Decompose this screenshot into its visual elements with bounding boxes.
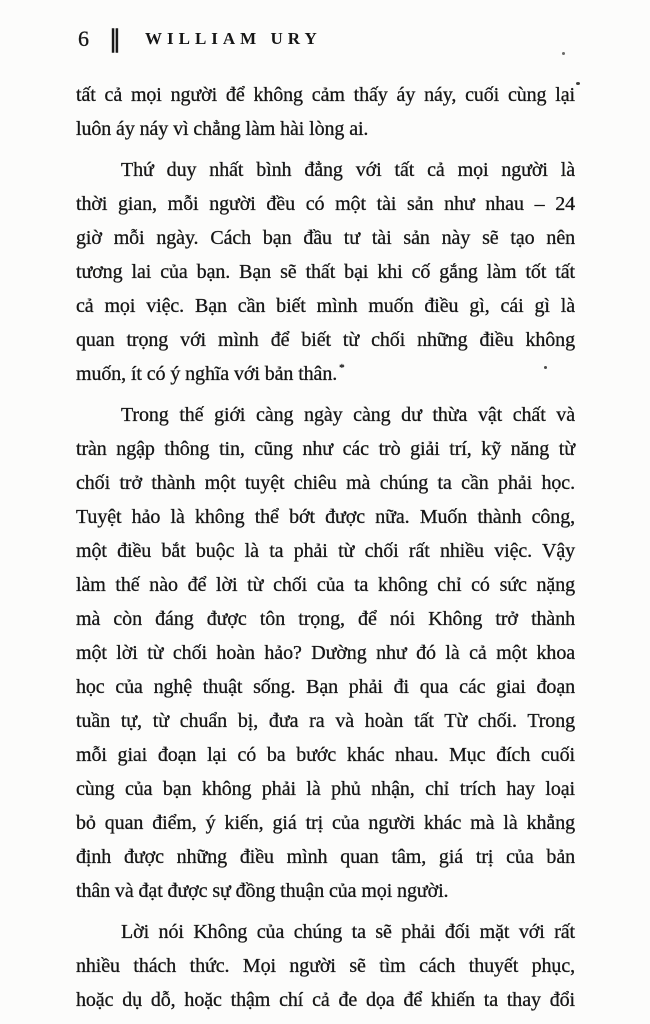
body-line: mà còn đáng được tôn trọng, để nói Không trở thành [76, 608, 575, 630]
scan-speck [562, 52, 565, 55]
body-line: chối trở thành một tuyệt chiêu mà chúng ta cần phải học. [76, 472, 575, 494]
page-number: 6 [78, 26, 89, 51]
body-line: cùng của bạn không phải là phủ nhận, chỉ trích hay loại [76, 778, 575, 800]
body-line: một điều bắt buộc là ta phải từ chối rất nhiều việc. Vậy [76, 540, 575, 562]
body-line: thời gian, mỗi người đều có một tài sản như nhau – 24 [76, 193, 575, 215]
body-line: tất cả mọi người để không cảm thấy áy náy, cuối cùng lại [76, 84, 575, 106]
body-line: luôn áy náy vì chẳng làm hài lòng ai. [76, 118, 369, 140]
paragraph-4 [76, 915, 575, 1017]
scan-speck [544, 366, 547, 369]
running-header [78, 24, 650, 54]
body-line-text: muốn, ít có ý nghĩa với bản thân. [76, 363, 338, 385]
double-bar-separator-icon: ‖ [109, 25, 121, 53]
body-line: hoặc dụ dỗ, hoặc thậm chí cả đe dọa để khiến ta thay đổi [76, 989, 575, 1011]
body-line: Tuyệt hảo là không thể bớt được nữa. Muốn thành công, [76, 506, 575, 528]
body-line [76, 357, 575, 391]
body-line: tràn ngập thông tin, cũng như các trò giải trí, kỹ năng từ [76, 438, 575, 460]
body-line: nhiều thách thức. Mọi người sẽ tìm cách thuyết phục, [76, 955, 575, 977]
body-line: Trong thế giới càng ngày càng dư thừa vật chất và [121, 404, 575, 426]
page-body [76, 78, 575, 1017]
body-line: cả mọi việc. Bạn cần biết mình muốn điều gì, cái gì là [76, 295, 575, 317]
body-line: học của nghệ thuật sống. Bạn phải đi qua các giai đoạn [76, 676, 575, 698]
body-line: thân và đạt được sự đồng thuận của mọi người. [76, 880, 449, 902]
body-line: bỏ quan điểm, ý kiến, giá trị của người khác mà là khẳng [76, 812, 575, 834]
body-line: mỗi giai đoạn lại có ba bước khác nhau. Mục đích cuối [76, 744, 575, 766]
body-line: quan trọng với mình để biết từ chối những điều không [76, 329, 575, 351]
body-line: tương lai của bạn. Bạn sẽ thất bại khi cố gắng làm tốt tất [76, 261, 575, 283]
footnote-marker: * [339, 362, 345, 374]
body-line: Thứ duy nhất bình đẳng với tất cả mọi người là [121, 159, 575, 181]
body-line: giờ mỗi ngày. Cách bạn đầu tư tài sản này sẽ tạo nên [76, 227, 575, 249]
paragraph-2 [76, 153, 575, 391]
paragraph-1 [76, 78, 575, 146]
body-line: làm thế nào để lời từ chối của ta không chỉ có sức nặng [76, 574, 575, 596]
body-line: tuần tự, từ chuẩn bị, đưa ra và hoàn tất Từ chối. Trong [76, 710, 575, 732]
body-line: định được những điều mình quan tâm, giá trị của bản [76, 846, 575, 868]
running-head-title: WILLIAM URY [145, 29, 322, 48]
body-line: Lời nói Không của chúng ta sẽ phải đối mặt với rất [121, 921, 575, 943]
scan-speck [576, 82, 580, 85]
paragraph-3 [76, 398, 575, 908]
body-line: một lời từ chối hoàn hảo? Dường như đó là cả một khoa [76, 642, 575, 664]
